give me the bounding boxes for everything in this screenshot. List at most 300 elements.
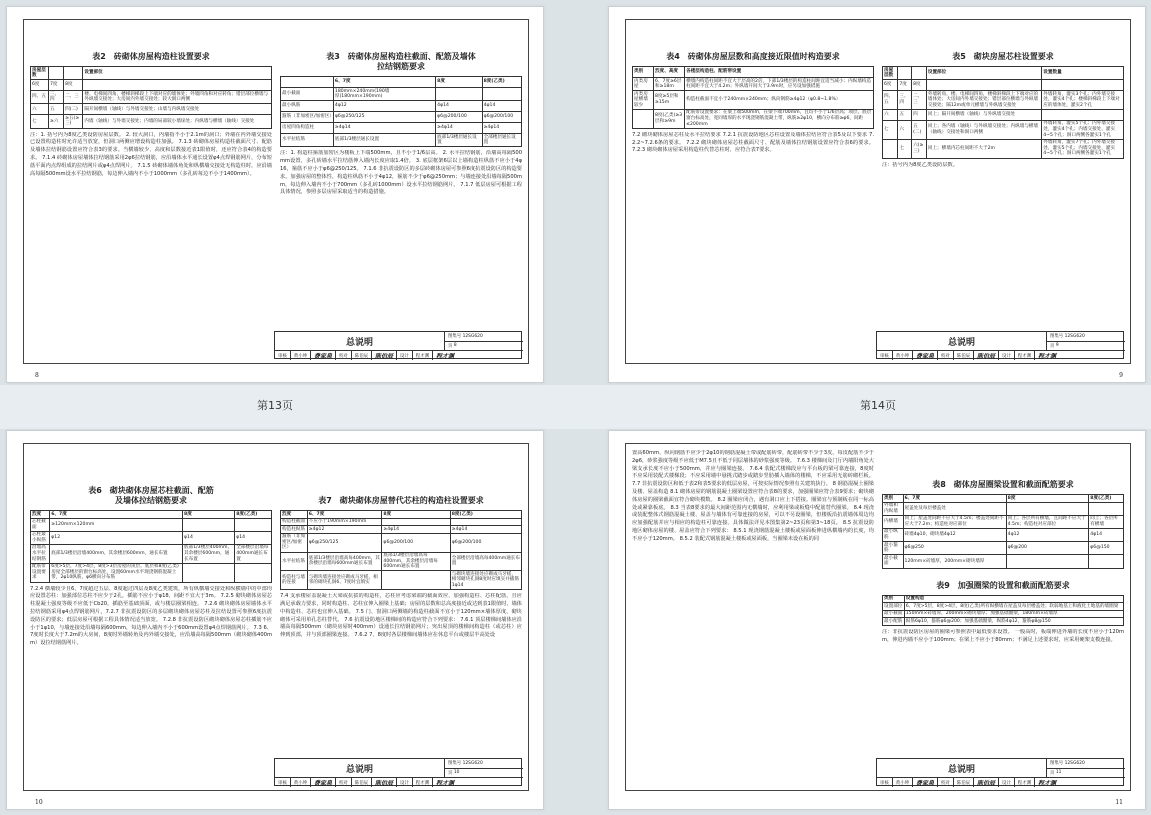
table-title: 表7 砌块砌体房屋替代芯柱的构造柱设置要求 (318, 496, 484, 505)
right-column (882, 26, 1124, 331)
table-row (31, 518, 272, 531)
table-cell: ≥4φ14 (450, 526, 521, 534)
check-name: 陈伯辰 (954, 351, 974, 360)
design-name: 程才渊 (1015, 351, 1035, 360)
table-cell: 七 (31, 115, 49, 128)
table-cell (48, 67, 63, 80)
table-cell: 房屋层数 (883, 67, 898, 80)
table-cell: 6、7度≥6层和≥18m (654, 78, 685, 91)
table-cell: 五 (48, 104, 63, 115)
right-column (280, 450, 522, 758)
table-cell: φ6@200/100 (436, 112, 482, 123)
table-cell: 6、7度>5层，8度>4层，8度(乙类)所有纵横墙在屋盖及每层楼盖处；软弱地基上和液化土地基的墙圈梁 (904, 603, 1123, 611)
table-row (281, 77, 522, 88)
design-label: 设计 (397, 351, 413, 360)
table-title: 表2 砖砌体房屋构造柱设置要求 (92, 52, 210, 61)
table-5 (882, 66, 1124, 159)
signature: 程才渊 (1037, 780, 1056, 787)
table-cell: 四 (912, 109, 927, 120)
table-cell: φ6@150 (1089, 542, 1124, 555)
table-cell: φ6@250/125 (307, 533, 382, 552)
signature: 陈伯辰 (372, 351, 397, 360)
table-cell: 四、五 (31, 91, 49, 104)
table-row (883, 528, 1124, 541)
page-number-box: 8 (453, 343, 457, 349)
table-cell: 底部1/3楼层沿墙高每400mm，其余楼层沿墙每600mm通长布置 (307, 552, 382, 571)
table-cell: 7度 (48, 80, 63, 91)
table-cell: 8度≥5层和≥15m (654, 91, 685, 110)
table-cell: 芯柱最小纵筋 (31, 531, 50, 544)
table-cell: 6度 (31, 80, 49, 91)
table-cell: 底部1/3楼层通长设置 (333, 134, 435, 147)
drawing-frame (23, 19, 529, 364)
table-row (31, 544, 272, 563)
table-cell: 底部1/3楼层400mm，其余楼层600mm，通长布置 (183, 544, 235, 563)
table-cell (1006, 502, 1089, 515)
document-page-9 (608, 6, 1146, 383)
table-cell (1089, 555, 1124, 568)
table-cell (883, 139, 898, 158)
table-cell: 4φ14 (1089, 528, 1124, 541)
table-cell: 箍筋（非加密区/加密区） (281, 533, 308, 552)
page-label: 页 (1050, 770, 1055, 776)
atlas-number: 12SG620 (1064, 333, 1085, 339)
table-cell: 全部楼层通长设置 (482, 134, 521, 147)
table-7 (280, 510, 522, 590)
table-cell: 外墙和内纵墙 (883, 502, 904, 515)
body-text: 7.2 砌块砌体房屋芯柱及水平拉结要求 7.2.1 抗震设防地区芯柱设置及墙体拉结应符合表5及以下要求 7.2.2~7.2.6条的要求。 7.2.2 砌块砌体房屋芯柱截面尺寸、配筋及墙体拉结钢筋设置应符合表6的要求。 7.2.3 砌块砌体房屋采用构造柱代替芯柱时，应符合表7要求。 (632, 131, 874, 154)
table-cell: 7度 (898, 80, 912, 91)
table-row (883, 120, 1124, 139)
signature: 程才渊 (435, 353, 454, 360)
design-label: 设计 (999, 778, 1015, 787)
table-cell: 五 (898, 109, 912, 120)
table-cell: 横墙内构造柱间距不宜大于层高的2倍，下部1/3楼层的构造柱间距宜适当减小；内纵墙构造柱间距不宜大于4.2m；外纵墙开间大于3.9m时，应另设加强措施 (685, 78, 874, 91)
drawing-frame (625, 19, 1131, 364)
page-label: 页 (448, 343, 453, 349)
table-cell (83, 80, 272, 91)
table-cell: 四(二) (64, 104, 83, 115)
document-page-8 (6, 6, 544, 383)
table-cell: 全部楼层沿墙高每400mm通长布置 (450, 552, 521, 571)
table-cell: 设置部位 (83, 67, 272, 80)
table-cell: 6、7度 (333, 77, 435, 88)
table-cell: 设置部位 (926, 67, 1041, 80)
table-title: 表5 砌块房屋芯柱设置要求 (952, 52, 1054, 61)
table-row (31, 67, 272, 80)
table-cell: 烈度 (31, 511, 50, 519)
table-cell: 8度 (1006, 495, 1089, 503)
table-cell: ≥六 (48, 115, 63, 128)
page-label-13[interactable]: 第13页 (257, 399, 293, 412)
table-cell: 配筋带设置要求 (31, 563, 50, 582)
table-cell: 六(≥三) (912, 139, 927, 158)
review-label: 审核 (877, 351, 893, 360)
table-cell: 8度 (64, 80, 83, 91)
table-cell: φ14 (235, 531, 272, 544)
table-cell: 四、五 (883, 91, 898, 110)
signature: 陈伯辰 (974, 778, 999, 787)
page-number-box: 9 (1055, 343, 1059, 349)
check-name: 陈伯辰 (352, 778, 372, 787)
table-row (281, 526, 522, 534)
table-row (281, 88, 522, 101)
table-cell (382, 518, 450, 526)
table-cell: 6、7度 (50, 511, 183, 519)
table-row (281, 112, 522, 123)
table-cell: 配筋带设置要求：在梁上端500mm，在梁下端700mm，且均不小于1/6层高；项层、底层窗台标高处，宽同墙厚的水平现浇钢筋混凝土带，纵筋≥2φ10，横向分布筋≥φ6，间距≤200mm (685, 109, 874, 128)
review-label: 审核 (275, 351, 291, 360)
check-name: 陈伯辰 (954, 778, 974, 787)
table-row (883, 542, 1124, 555)
table-cell: 与砌块墙连接处应砌成马牙槎，相邻砌块孔洞8度时应填实并插筋1φ14 (450, 571, 521, 590)
drawing-frame (625, 443, 1131, 791)
table-cell (482, 88, 521, 101)
table-cell: 同上；各层所有横墙，且间距不应大于4.5m；构造柱对应部位 (1006, 515, 1089, 528)
review-name: 黄小坤 (291, 351, 311, 360)
table-cell: ≥五(≥三) (64, 115, 83, 128)
table-cell: 沿墙高水平拉结钢筋 (31, 544, 50, 563)
table-cell (1042, 80, 1124, 91)
body-text: 7.4 支承楼屋盖混凝土大梁或抗拔的构造柱，芯柱应考虑梁端的截面效应，加强构造柱、芯柱配筋，且应满足承载力要求，同时构造柱、芯柱宜伸入圈梁上基础；房屋的层数和总高度接近或达到表1限值时，墙体中构造柱、芯柱也宜伸入基础。 7.5 门、窗洞口两侧墙的构造柱截面不宜小于120mm×墙体厚度，砌块砌体可采用单孔芯柱替代。 7.6 抗震设防地区楼梯间的构造应符合下列要求： 7.6.1 顶层楼梯间墙体应沿墙高每隔500mm（砌块房屋时400mm）设通长拉结钢筋网片；突出屋顶的楼梯间构造柱（或芯柱）应伸到顶部，并与顶部圈梁连接。 7.6.2 7、8度时各层楼梯间墙体应在休息平台或楼层半高处设 (280, 593, 522, 639)
table-cell: ≥4φ14 (436, 123, 482, 134)
table-cell: 150mm×砖墙厚，200mm×砌块墙厚；加强基础圈梁，180mm×砖墙厚 (904, 610, 1123, 618)
table-cell: 屋盖处及每层楼盖处 (903, 502, 1006, 515)
page-number-box: 11 (1055, 770, 1062, 776)
table-cell: φ6@200/100 (382, 533, 450, 552)
page-number: 8 (35, 372, 39, 379)
table-cell: 设置部位 (884, 603, 903, 609)
table-8 (882, 494, 1124, 569)
table-cell: 最小箍筋 (883, 542, 904, 555)
table-cell: 烈度、高度 (654, 67, 685, 78)
table-cell: 4φ14 (436, 101, 482, 112)
title-block-title: 总说明 (275, 332, 445, 351)
table-cell: 8度 (912, 80, 927, 91)
signature: 费家泉 (311, 778, 336, 787)
table-cell: 构造柱纵筋 (281, 526, 308, 534)
review-name: 黄小坤 (291, 778, 311, 787)
table-row (281, 533, 522, 552)
table-row (281, 511, 522, 519)
table-title: 表9 加强圈梁的设置和截面配筋要求 (936, 580, 1070, 590)
table-cell: φ6@200 (1006, 542, 1089, 555)
table-cell: φ12 (50, 531, 183, 544)
table-title: 表3 砖砌体房屋构造柱截面、配筋及墙体 拉结钢筋要求 (326, 52, 476, 71)
table-cell: 各楼层构造柱、配筋带设置 (685, 67, 874, 78)
table-cell: 纵筋6φ10，箍筋φ6@200；加强基础圈梁，纵筋4φ12，箍筋φ8@150 (904, 618, 1123, 626)
left-column (30, 450, 272, 758)
table-9 (882, 595, 1124, 626)
table-cell: 三、四 (48, 91, 63, 104)
table-cell (382, 571, 450, 590)
table-row (31, 80, 272, 91)
table-cell (281, 77, 334, 88)
table-cell: 全部楼层沿墙每400mm通长布置 (235, 544, 272, 563)
table-cell: 构造柱截面 (281, 518, 308, 526)
table-3 (280, 76, 522, 147)
signature: 程才渊 (1037, 353, 1056, 360)
table-cell: 同上；隔开间横墙（轴线）与外纵墙交接处 (926, 109, 1041, 120)
table-cell: 8度(乙类)≥3层和≥9m (654, 109, 685, 128)
table-cell: 水平拉结筋 (281, 134, 334, 147)
table-row (31, 104, 272, 115)
check-label: 校对 (938, 351, 954, 360)
drawing-frame (23, 443, 529, 791)
table-cell: 楼、电梯间四角，楼梯斜梯段上下端对应的墙体处；外墙四角和对应转角；错层部位横墙与外纵墙交接处；大房间内外墙交接处；较大洞口两侧 (83, 91, 272, 104)
table-cell: 6度>5层，7度>4层，8度>3层房屋的顶层、底层和8度(乙类)房屋全部楼层的窗台标高处，设置60mm水平现浇钢筋混凝土带，2φ10纵筋，φ6横向分布筋 (50, 563, 183, 582)
check-label: 校对 (938, 778, 954, 787)
table-cell: 房屋层数 (31, 67, 49, 80)
table-cell: 底部1/3楼层沿墙400mm，其余楼层600mm，通长布置 (50, 544, 183, 563)
table-row (883, 109, 1124, 120)
table-cell: 8度 (382, 511, 450, 519)
title-block-title: 总说明 (877, 759, 1047, 778)
table-cell: 同上；横墙内芯柱间距不大于2m (926, 139, 1041, 158)
table-cell: 二、三 (64, 91, 83, 104)
table-row (883, 610, 1124, 618)
table-cell: 外墙转角，灌实7个孔；内外墙交接处，灌实5个孔；内墙交接处，灌实4~5个孔；洞口两侧各灌实1个孔 (1042, 139, 1124, 158)
body-text: 注：1. 构造柱箍筋加密区为楼板上下端500mm，且不小于1/6层高。 2. 水平拉结钢筋，沿墙高每隔500mm设置，多孔砖墙水平拉结筋伸入墙内长度应取1.4倍。 3. 底层框架6层以上墙构造柱纵筋不应小于4φ16，箍筋不应小于φ6@250/125。 7.1.6 非抗震设防区的多层砖砌体房屋可参照6度抗震设防区的构造要求。加强房屋的整体性，构造柱纵筋不小于4φ12，箍筋不少于φ6@250mm；与墙连接处沿墙每隔500mm，每边伸入墙内不小于700mm（多孔砖1000mm）设水平拉结钢筋网片。 7.1.7 低层房屋可根据工程具体情况，参照多层房屋采取适当的构造措施。 (280, 150, 522, 196)
check-label: 校对 (336, 778, 352, 787)
body-text: 7.2.4 横墙较少且6、7度超过五层、8度超过四层及8度乙类建筑，所有纵横墙交接处和纵横墙中的中部均应设置芯柱：加强部位芯柱不应少于2孔，插筋不应小于φ18，间距不宜大于3m。 7.2.5 砌块砌体房屋芯柱混凝土强度等级不应低于Cb20，插筋至基础顶面，或与楼层圈梁相连。 7.2.6 砌块砌体房屋墙体水平拉结钢筋采用φ4点焊钢筋网片，7.2.7 非抗震设防区的多层砌块砌体房屋芯柱及拉结设置可参照6度抗震设防区的要求；低层房屋可根据工程具体情况适当放宽。 7.2.8 非抗震设防区砌块砌体房屋芯柱插筋不应小于1φ10，与墙连接处沿墙每隔600mm，每边伸入墙内不小于600mm设置φ4点焊钢筋网片。 7.3 6、7度时长度大于7.2m的大房间，8度时外墙转角及内外墙交接处，应沿墙高每隔500mm（砌块砌体400mm）设拉结钢筋网片。 (30, 585, 272, 647)
design-name: 程才渊 (413, 351, 433, 360)
title-block (876, 331, 1124, 359)
table-cell: 外墙转角，楼、电梯间四角，楼梯斜梯段上下端对应的墙体处；大房间内外墙交接处；错层部位横墙与外纵墙交接处；隔12m或单元横墙与外纵墙交接处 (926, 91, 1041, 110)
atlas-label: 图集号 (1050, 334, 1064, 340)
table-row (883, 67, 1124, 80)
table-row (633, 109, 874, 128)
table-cell: 七 (898, 139, 912, 158)
table-title: 表4 砖砌体房屋层数和高度接近限值时构造要求 (666, 52, 840, 61)
table-row (31, 563, 272, 582)
table-cell (1042, 109, 1124, 120)
table-cell: 箍筋（非加密区/加密区） (281, 112, 334, 123)
table-cell: φ14 (183, 531, 235, 544)
table-cell (183, 563, 235, 582)
table-cell: 内墙（轴线）与外墙交接处；内墙的局部较小墙垛处；内纵墙与横墙（轴线）交接处 (83, 115, 272, 128)
page-label-14[interactable]: 第14页 (860, 399, 896, 412)
table-cell: ≥4φ14 (333, 123, 435, 134)
atlas-number: 12SG620 (462, 333, 483, 339)
table-cell: 8度 (436, 77, 482, 88)
table-cell: 七 (883, 120, 898, 139)
table-row (633, 67, 874, 78)
table-cell (235, 563, 272, 582)
table-row (883, 91, 1124, 110)
table-cell: 内横墙 (883, 515, 904, 528)
table-cell: 外墙转角，灌实3个孔；内外墙交接处，灌实4个孔；楼梯斜梯段上下端对应的墙体处，灌实2个孔 (1042, 91, 1124, 110)
table-2 (30, 66, 272, 129)
page-number: 11 (1115, 799, 1123, 806)
left-column (632, 450, 874, 758)
table-row (281, 552, 522, 571)
table-cell (450, 518, 521, 526)
table-cell: 外墙转角，灌实5个孔；内外墙交接处，灌实4个孔；内墙交接处，灌实4~5个孔；洞口两侧各灌实1个孔 (1042, 120, 1124, 139)
page-label: 页 (1050, 343, 1055, 349)
page-number: 10 (35, 799, 43, 806)
table-cell: 六 (883, 109, 898, 120)
label-band-top (0, 385, 1151, 429)
design-label: 设计 (397, 778, 413, 787)
table-cell: 设置构造 (904, 595, 1123, 603)
table-title: 表6 砌块砌体房屋芯柱截面、配筋 及墙体拉结钢筋要求 (88, 486, 214, 505)
body-text: 注：1. 括号内为8度乙类设防房屋层数。 2. 较大洞口，内墙指不小于2.1m的洞口；外墙在内外墙交接处已设置构造柱时允许适当放宽，但洞口两侧应增设构造柱加强。 7.1.3 砖砌体房屋构造柱截面尺寸、配筋及墙体拉结钢筋设置应符合表3的要求。当横墙较少、高度和层数接近表1限值时，还应符合表4的构造要求。 7.1.4 砖砌体房屋墙体拉结钢筋采用2φ6拉结钢筋，应沿墙体水平通长设置φ4点焊钢筋网片，分布短筋平面内点焊组成的拉结网片或φ4点焊网片。 7.1.5 砖砌体墙体角处和纵横墙交接处无构造柱时，应沿墙高每隔500mm设水平拉结钢筋，每边伸入墙内不小于1000mm（多孔砖每边不小于1400mm）。 (30, 131, 272, 177)
table-cell: 砖墙4φ10，砌块墙4φ12 (903, 528, 1006, 541)
body-text: 注：非抗震设防区房屋的圈梁可参照表中最低要求设置。 一般高时，板端伸进外墙的长度不应小于120mm，伸进内墙不应小于100mm；在梁上不应小于80mm；不满足上述要求时，应采用硬架支模连接。 (882, 628, 1124, 643)
title-block-title: 总说明 (877, 332, 1047, 351)
table-cell: 不应小于190mm×190mm (307, 518, 382, 526)
check-name: 陈伯辰 (352, 351, 372, 360)
table-cell: 同上；各层所有横墙 (1089, 515, 1124, 528)
table-cell: 设置数量 (1042, 67, 1124, 80)
table-row (281, 134, 522, 147)
title-block-title: 总说明 (275, 759, 445, 778)
table-cell: 类别 (883, 595, 905, 603)
check-label: 校对 (336, 351, 352, 360)
left-column (30, 26, 272, 331)
signature: 程才渊 (435, 780, 454, 787)
table-cell: 6、7度 (307, 511, 382, 519)
table-cell (926, 80, 1041, 91)
table-cell: 五(二) (912, 120, 927, 139)
table-row (281, 101, 522, 112)
table-cell: 180mm×240mm(190墙厚)180mm×190mm) (333, 88, 435, 101)
review-name: 黄小坤 (893, 778, 913, 787)
table-cell: 芯柱截面 (31, 518, 50, 531)
table-cell (912, 67, 927, 80)
table-cell: 4φ12 (333, 101, 435, 112)
table-row (883, 80, 1124, 91)
table-cell: 4φ12 (1006, 528, 1089, 541)
table-row (281, 571, 522, 590)
title-block (274, 331, 522, 359)
table-cell (1006, 555, 1089, 568)
page-label: 页 (448, 770, 453, 776)
table-cell (898, 67, 912, 80)
table-cell: 与砌块墙连接处应砌成马牙槎，相邻的砌块孔洞6、7度时宜填实 (307, 571, 382, 590)
table-cell: 二、三 (912, 91, 927, 110)
table-cell: 底部1/3楼层沿墙高每400mm，其余楼层沿墙每600mm通长布置 (382, 552, 450, 571)
table-cell: 最小配筋 (884, 618, 903, 624)
table-row (31, 511, 272, 519)
table-row (633, 91, 874, 110)
atlas-label: 图集号 (448, 761, 462, 767)
table-row (633, 78, 874, 91)
atlas-number: 12SG620 (1064, 760, 1085, 766)
table-cell: 最小纵筋 (883, 528, 904, 541)
table-cell: 隔开间横墙（轴线）与外墙交接处；山墙与内纵墙交接处 (83, 104, 272, 115)
table-cell: 6度 (883, 80, 898, 91)
table-cell: 底部1/3楼层通长设置 (436, 134, 482, 147)
table-cell: 8度(乙类) (1089, 495, 1124, 503)
table-cell: ≥4φ12 (307, 526, 382, 534)
table-6 (30, 510, 272, 583)
table-cell: 六 (898, 120, 912, 139)
table-cell (183, 518, 235, 531)
table-row (883, 595, 1124, 603)
page-number-box: 10 (453, 770, 460, 776)
title-block (274, 758, 522, 786)
page-number: 9 (1119, 372, 1123, 379)
table-cell (235, 518, 272, 531)
table-row (31, 531, 272, 544)
table-cell: 类别 (883, 495, 904, 503)
table-cell (436, 88, 482, 101)
table-row (883, 618, 1124, 626)
design-name: 程才渊 (1015, 778, 1035, 787)
body-text: 置高60mm、纵向钢筋不应少于2φ10的钢筋混凝土带或配筋砖带，配筋砖带不少于3皮，每皮配筋不少于2φ6，砂浆强度等级不应低于M7.5且不低于同层墙体的砂浆强度等级。 7.6.3 楼梯间及门厅内墙阳角处大梁支承长度不应小于500mm，并应与圈梁连接。 7.6.4 装配式楼梯段应与平台板的梁可靠连接，8度时不应采用装配式楼梯段；不应采用墙中悬挑式踏步或踏步竖肋插入墙体的楼梯，不应采用无筋砖砌栏板。 7.7 非抗震设防区和低于表2和表5要求的低层房屋，可按实际情况参照有关建筑执行。 8 钢筋混凝土圈梁及楼、屋盖构造 8.1 砌体房屋的钢筋混凝土圈梁设置应符合表8的要求，加强圈梁应符合表9要求；砌块砌体房屋的圈梁截面宜符合砌块模数。 8.2 圈梁应闭合，遇有洞口应上下搭接。圈梁宜与预制板在同一标高处或紧靠板底。 8.3 当表8要求的最大间距范围内无横墙时，应利用梁或板缝中配筋替代圈梁。 8.4 现浇或装配整体式钢筋混凝土楼、屋盖与墙体有可靠连接的房屋，可以不另设圈梁，但楼板沿抗震墙体周边均应加强配筋并应与相应的构造柱可靠连接。具体做法详见本图集第2~23页和第3~18页。 8.5 抗震设防地区砌体房屋的楼、屋盖应符合下列要求： 8.5.1 现浇钢筋混凝土楼板或屋面板伸进纵横墙内的长度，均不应小于120mm。 8.5.2 装配式钢筋混凝土楼板或屋面板，当圈梁未设在板的同 (632, 450, 874, 542)
table-cell: φ6@250 (903, 542, 1006, 555)
table-title: 表8 砌体房屋圈梁设置和截面配筋要求 (932, 480, 1074, 489)
table-cell: 类别 (633, 67, 654, 78)
signature: 费家泉 (913, 351, 938, 360)
review-name: 黄小坤 (893, 351, 913, 360)
table-cell: φ6@200/100 (482, 112, 521, 123)
review-label: 审核 (877, 778, 893, 787)
table-cell: ≥4φ14 (482, 123, 521, 134)
signature: 费家泉 (913, 778, 938, 787)
table-cell (64, 67, 83, 80)
signature: 陈伯辰 (372, 778, 397, 787)
table-cell: 最小截面 (883, 555, 904, 568)
table-cell: 8度 (183, 511, 235, 519)
table-row (883, 603, 1124, 611)
table-cell: 房屋四角构造柱 (281, 123, 334, 134)
table-row (883, 502, 1124, 515)
table-cell: 构造柱截面不宜小于240mm×240mm；纵向钢筋≥4φ12（φ0.8~1.8%） (685, 91, 874, 110)
table-cell (1089, 502, 1124, 515)
table-cell: 水平拉结筋 (281, 552, 308, 571)
right-column (280, 26, 522, 331)
left-column (632, 26, 874, 331)
table-cell: 构造柱与墙的连接 (281, 571, 308, 590)
table-cell: 4φ14 (482, 101, 521, 112)
review-label: 审核 (275, 778, 291, 787)
table-cell: 烈度 (281, 511, 308, 519)
table-row (883, 495, 1124, 503)
atlas-label: 图集号 (1050, 761, 1064, 767)
table-cell: 8度(乙类) (482, 77, 521, 88)
design-label: 设计 (999, 351, 1015, 360)
table-cell: 丙类房屋 (633, 78, 654, 91)
table-row (31, 115, 272, 128)
table-row (883, 139, 1124, 158)
table-cell: ≥120mm×120mm (50, 518, 183, 531)
table-cell: 8度(乙类) (450, 511, 521, 519)
table-cell: 三、四 (898, 91, 912, 110)
table-row (31, 91, 272, 104)
right-column (882, 450, 1124, 758)
table-cell: 同上；屋盖处间距不应大于4.5m；楼盖处间距不应大于7.2m；构造柱对应部位 (903, 515, 1006, 528)
atlas-label: 图集号 (448, 334, 462, 340)
document-page-11 (608, 430, 1146, 810)
atlas-number: 12SG620 (462, 760, 483, 766)
table-row (281, 518, 522, 526)
table-row (281, 123, 522, 134)
table-cell: 六 (31, 104, 49, 115)
table-cell: ≥4φ14 (382, 526, 450, 534)
table-cell: 最小截面 (884, 611, 903, 617)
table-row (883, 515, 1124, 528)
table-cell: 120mm×砖墙厚，200mm×砌块墙厚 (903, 555, 1006, 568)
design-name: 程才渊 (413, 778, 433, 787)
table-cell: 丙类房屋横墙较少 (633, 91, 654, 110)
table-cell: 6、7度 (903, 495, 1006, 503)
table-cell: φ6@250/125 (333, 112, 435, 123)
body-text: 注：括号内为8度乙类设防层数。 (882, 161, 958, 168)
table-row (883, 555, 1124, 568)
